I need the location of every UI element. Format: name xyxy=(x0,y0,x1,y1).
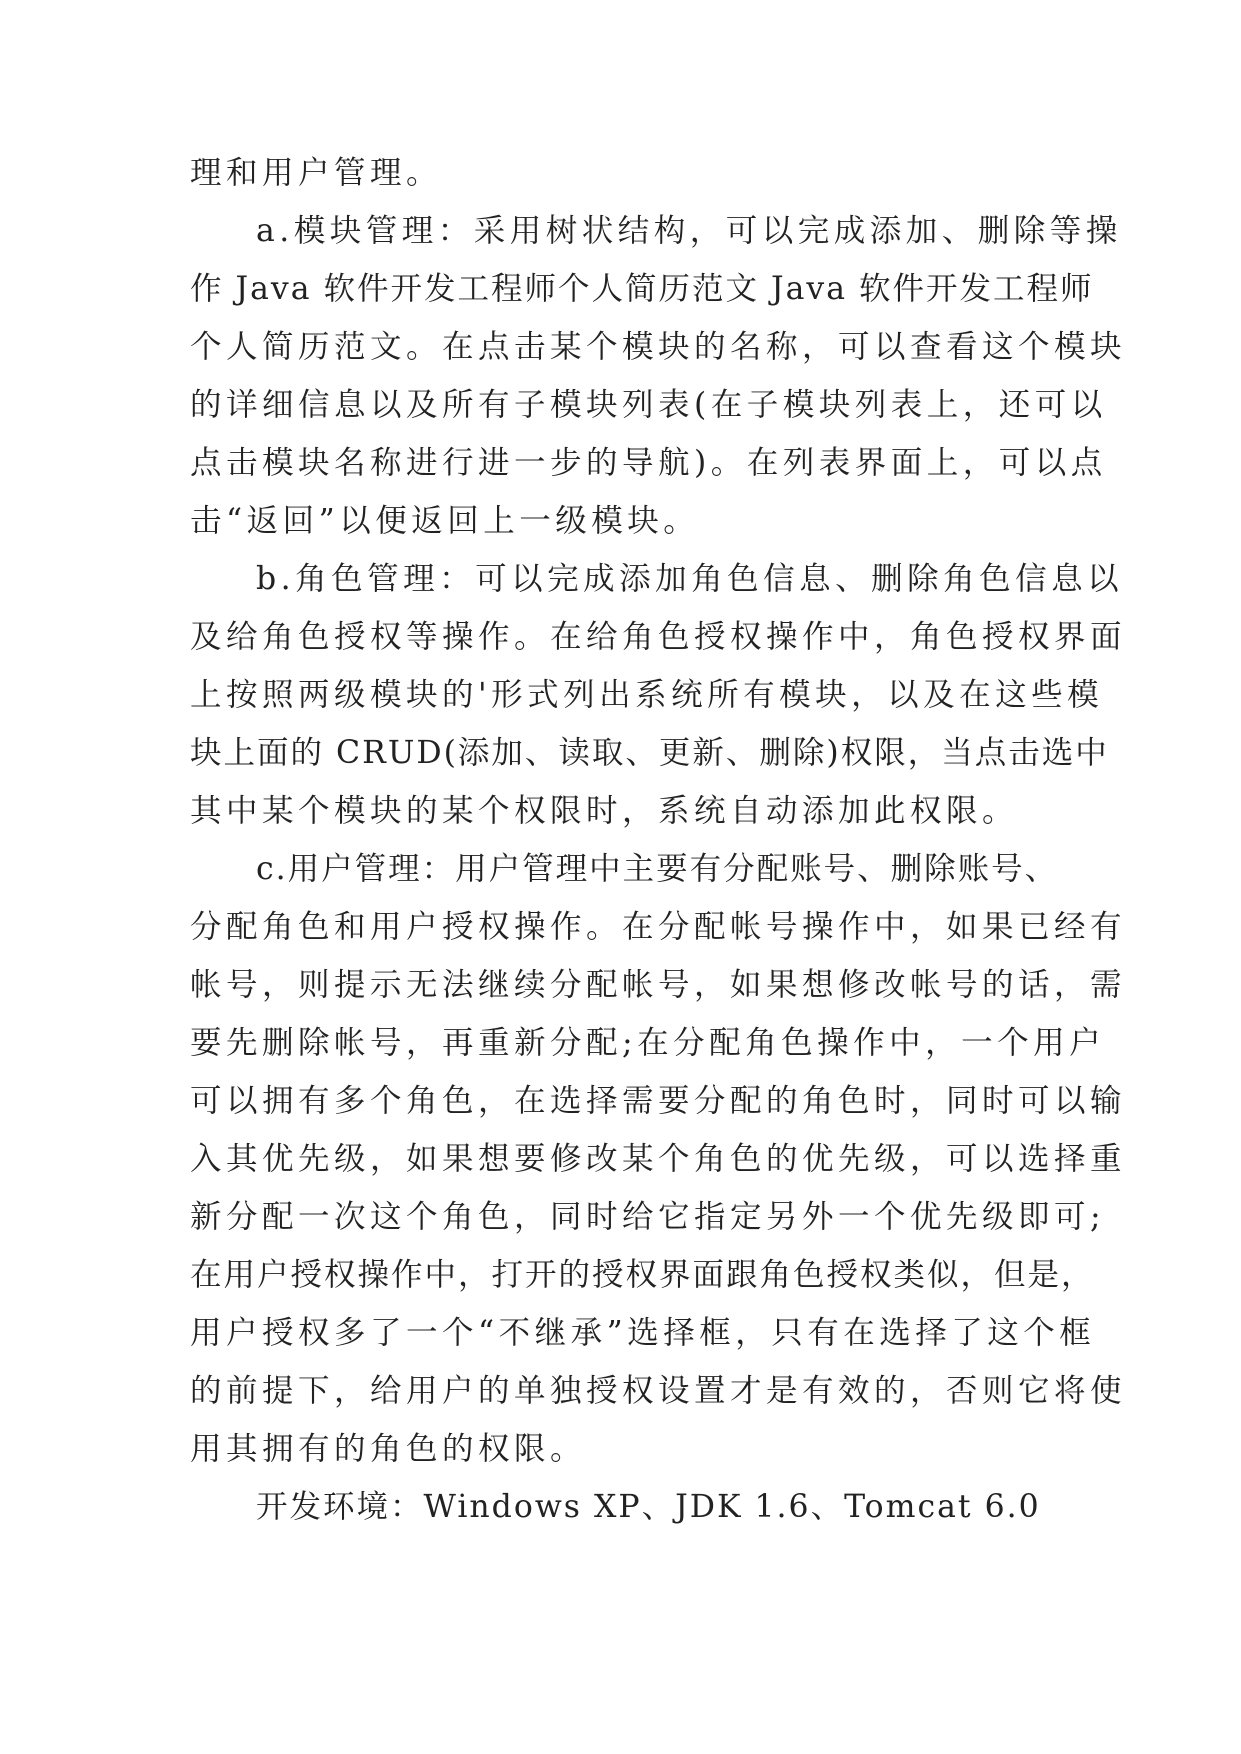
text-line: 新分配一次这个角色，同时给它指定另外一个优先级即可; xyxy=(190,1199,1106,1235)
text-line: 上按照两级模块的'形式列出系统所有模块，以及在这些模 xyxy=(190,677,1104,713)
text-line: 在用户授权操作中，打开的授权界面跟角色授权类似，但是， xyxy=(190,1257,1095,1293)
text-line: b.角色管理：可以完成添加角色信息、删除角色信息以 xyxy=(256,561,1124,597)
text-line: 个人简历范文。在点击某个模块的名称，可以查看这个模块 xyxy=(190,329,1127,365)
text-line: a.模块管理：采用树状结构，可以完成添加、删除等操 xyxy=(256,213,1122,249)
text-line: 作 Java 软件开发工程师个人简历范文 Java 软件开发工程师 xyxy=(190,271,1094,307)
text-line: 点击模块名称进行进一步的导航)。在列表界面上，可以点 xyxy=(190,445,1107,481)
text-line: 击“返回”以便返回上一级模块。 xyxy=(190,503,700,539)
text-line: 的前提下，给用户的单独授权设置才是有效的，否则它将使 xyxy=(190,1373,1127,1409)
text-line: 用户授权多了一个“不继承”选择框，只有在选择了这个框 xyxy=(190,1315,1096,1351)
text-line: 的详细信息以及所有子模块列表(在子模块列表上，还可以 xyxy=(190,387,1107,423)
text-line: 块上面的 CRUD(添加、读取、更新、删除)权限，当点击选中 xyxy=(190,735,1109,771)
text-line: 及给角色授权等操作。在给角色授权操作中，角色授权界面 xyxy=(190,619,1127,655)
text-line: 入其优先级，如果想要修改某个角色的优先级，可以选择重 xyxy=(190,1141,1127,1177)
text-line: 其中某个模块的某个权限时，系统自动添加此权限。 xyxy=(190,793,1019,829)
text-line: c.用户管理：用户管理中主要有分配账号、删除账号、 xyxy=(256,851,1059,887)
text-line: 分配角色和用户授权操作。在分配帐号操作中，如果已经有 xyxy=(190,909,1127,945)
text-line: 理和用户管理。 xyxy=(190,155,443,191)
text-line: 可以拥有多个角色，在选择需要分配的角色时，同时可以输 xyxy=(190,1083,1127,1119)
text-line: 开发环境：Windows XP、JDK 1.6、Tomcat 6.0 xyxy=(256,1489,1041,1525)
text-line: 要先删除帐号，再重新分配;在分配角色操作中，一个用户 xyxy=(190,1025,1106,1061)
text-line: 帐号，则提示无法继续分配帐号，如果想修改帐号的话，需 xyxy=(190,967,1127,1003)
text-line: 用其拥有的角色的权限。 xyxy=(190,1431,587,1467)
